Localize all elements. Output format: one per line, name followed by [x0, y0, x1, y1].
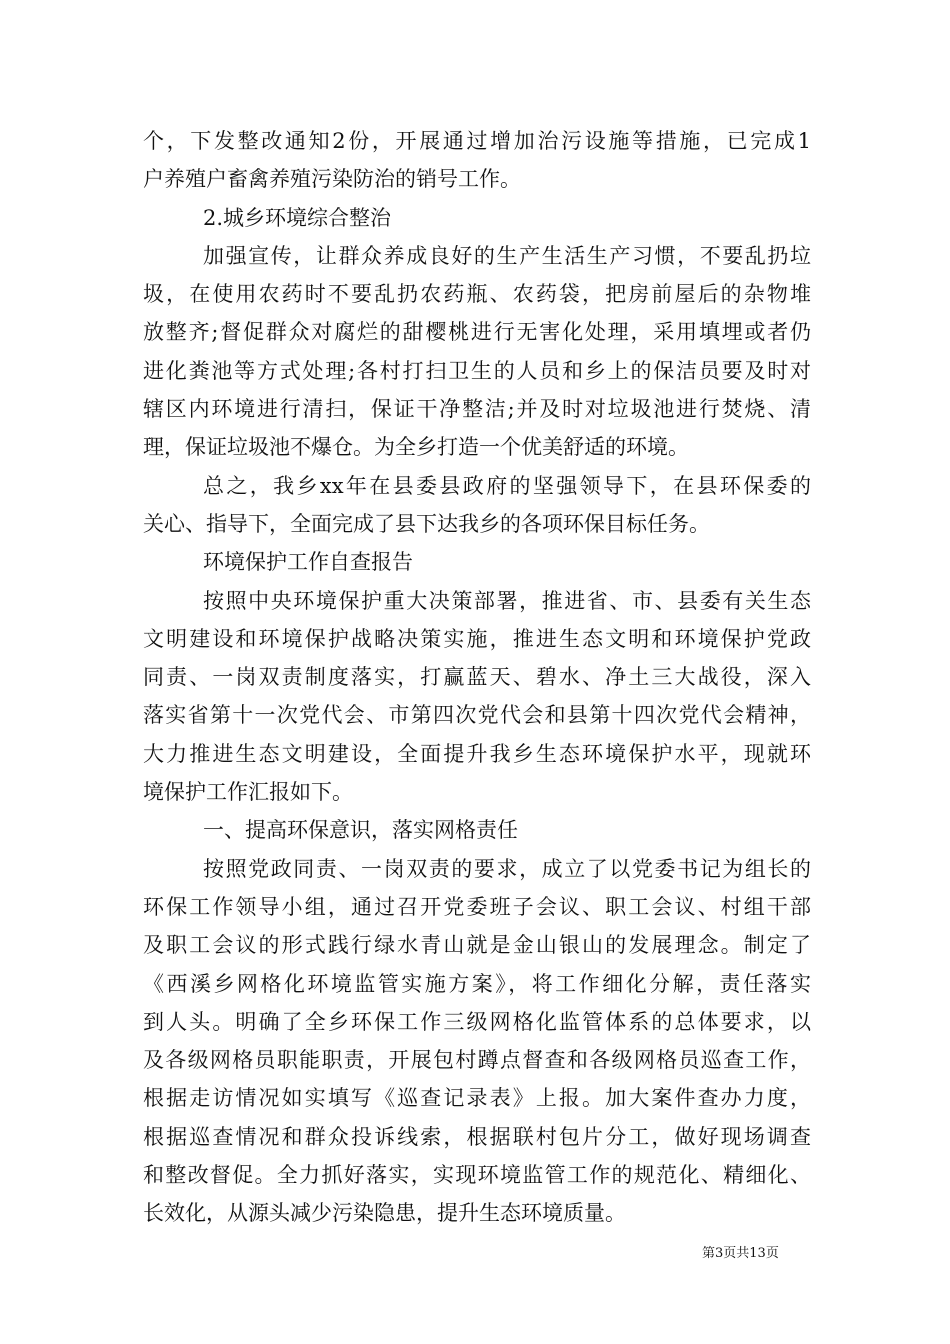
text-line: 按照党政同责、一岗双责的要求，成立了以党委书记为组长的: [203, 856, 811, 881]
text-line: 户养殖户畜禽养殖污染防治的销号工作。: [143, 167, 521, 192]
text-line: 根据走访情况如实填写《巡查记录表》上报。加大案件查办力度，: [143, 1086, 811, 1111]
text-line: 圾，在使用农药时不要乱扔农药瓶、农药袋，把房前屋后的杂物堆: [143, 282, 811, 307]
text-line: 总之，我乡xx年在县委县政府的坚强领导下，在县环保委的: [203, 473, 811, 498]
text-line: 大力推进生态文明建设，全面提升我乡生态环境保护水平，现就环: [143, 741, 811, 766]
report-title: 环境保护工作自查报告: [203, 550, 413, 575]
text-line: 及各级网格员职能职责，开展包村蹲点督查和各级网格员巡查工作，: [143, 1048, 811, 1073]
text-line: 加强宣传，让群众养成良好的生产生活生产习惯，不要乱扔垃: [203, 243, 811, 268]
text-line: 根据巡查情况和群众投诉线索，根据联村包片分工，做好现场调查: [143, 1124, 811, 1149]
text-line: 个，下发整改通知2份，开展通过增加治污设施等措施，已完成1: [143, 129, 811, 153]
text-line: 放整齐;督促群众对腐烂的甜樱桃进行无害化处理，采用填埋或者仍: [143, 320, 811, 345]
text-line: 长效化，从源头减少污染隐患，提升生态环境质量。: [143, 1201, 626, 1226]
text-line: 按照中央环境保护重大决策部署，推进省、市、县委有关生态: [203, 588, 811, 613]
text-line: 《西溪乡网格化环境监管实施方案》，将工作细化分解，责任落实: [143, 971, 811, 996]
text-line: 境保护工作汇报如下。: [143, 780, 353, 805]
body-text: [143, 122, 811, 1233]
text-line: 落实省第十一次党代会、市第四次党代会和县第十四次党代会精神，: [143, 703, 811, 728]
section-heading: 2.城乡环境综合整治: [203, 205, 392, 230]
text-line: 和整改督促。全力抓好落实，实现环境监管工作的规范化、精细化、: [143, 1163, 811, 1188]
text-line: 关心、指导下，全面完成了县下达我乡的各项环保目标任务。: [143, 511, 710, 536]
text-line: 同责、一岗双责制度落实，打赢蓝天、碧水、净土三大战役，深入: [143, 665, 811, 690]
text-line: 到人头。明确了全乡环保工作三级网格化监管体系的总体要求，以: [143, 1009, 811, 1034]
text-line: 辖区内环境进行清扫，保证干净整洁;并及时对垃圾池进行焚烧、清: [143, 397, 811, 422]
page-number: 第3页共13页: [702, 1246, 779, 1261]
text-line: 文明建设和环境保护战略决策实施，推进生态文明和环境保护党政: [143, 626, 811, 651]
text-line: 理，保证垃圾池不爆仓。为全乡打造一个优美舒适的环境。: [143, 435, 689, 460]
text-line: 及职工会议的形式践行绿水青山就是金山银山的发展理念。制定了: [143, 933, 811, 958]
section-heading: 一、提高环保意识，落实网格责任: [203, 818, 518, 843]
text-line: 环保工作领导小组，通过召开党委班子会议、职工会议、村组干部: [143, 894, 811, 919]
text-line: 进化粪池等方式处理;各村打扫卫生的人员和乡上的保洁员要及时对: [143, 358, 811, 383]
